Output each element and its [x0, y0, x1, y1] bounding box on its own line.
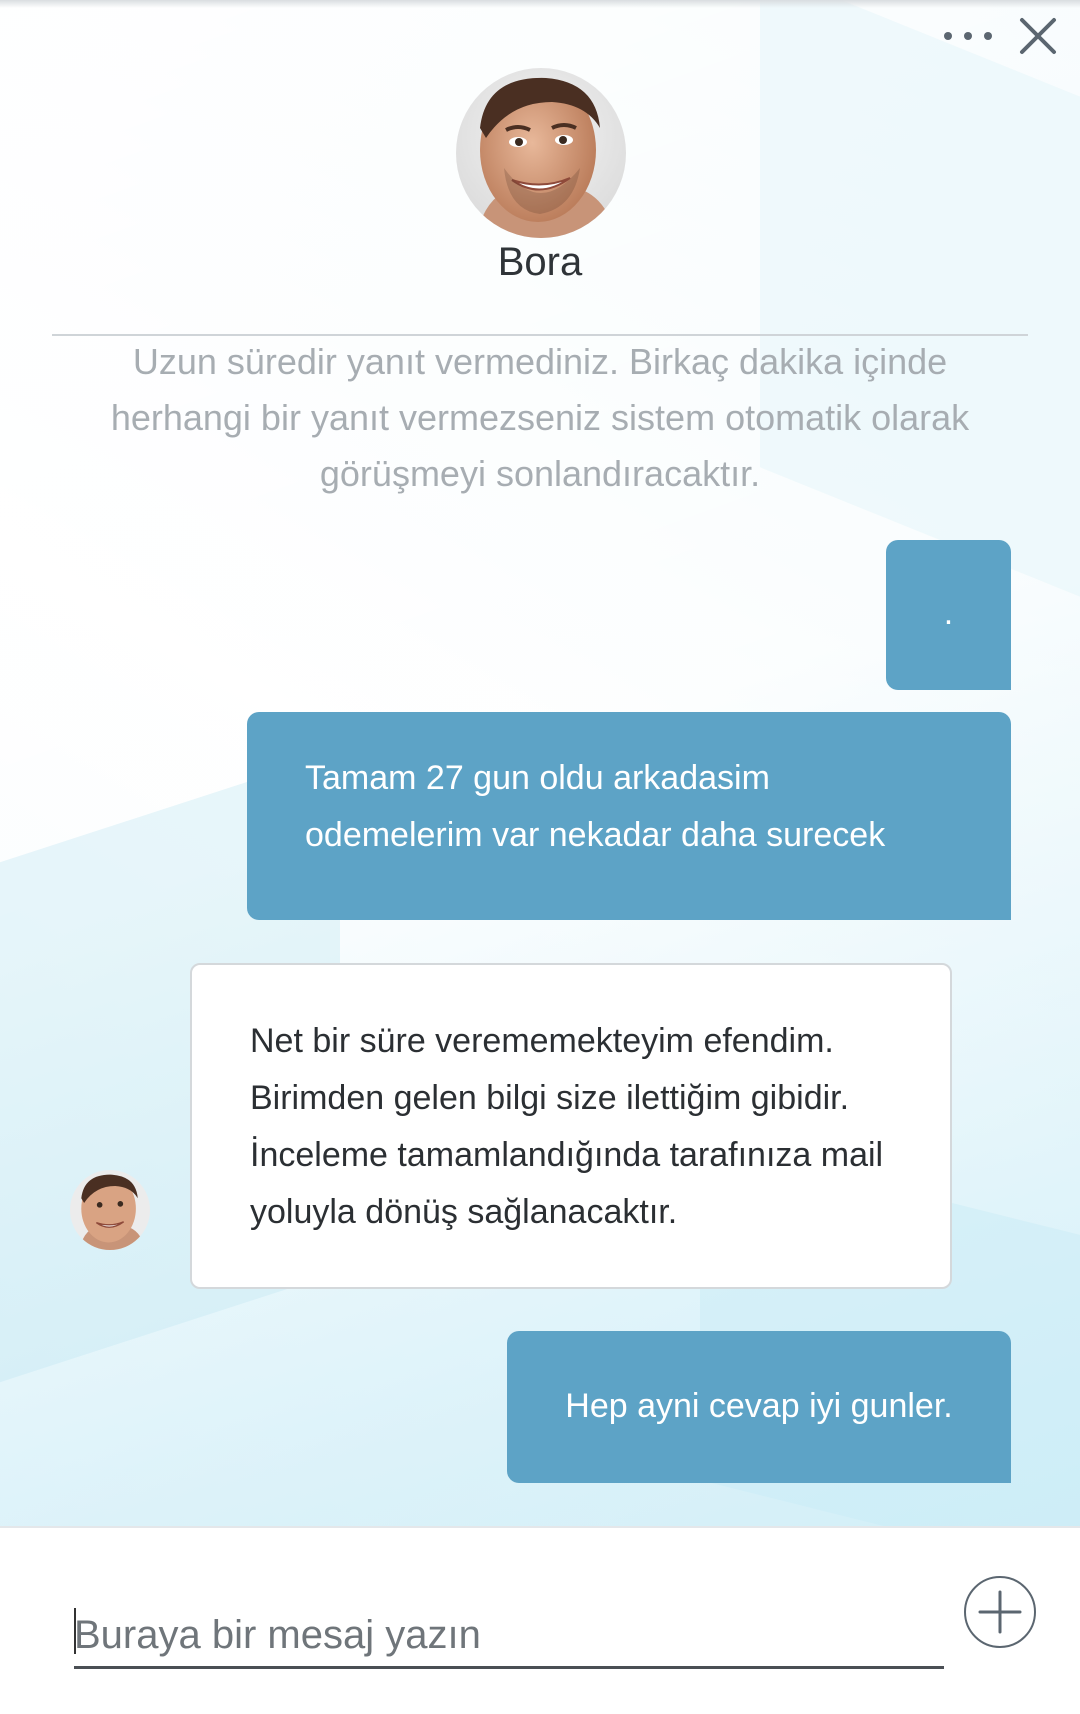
agent-message: Net bir süre verememekteyim efendim. Birimden gelen bilgi size ilettiğim gibidir. İnceleme tamamlandığında tarafınıza mail yoluyla dönüş sağlanacaktır.	[190, 963, 952, 1289]
message-composer	[0, 1526, 1080, 1714]
menu-dot	[964, 32, 972, 40]
text-caret	[74, 1608, 76, 1654]
user-message: .	[886, 540, 1011, 690]
user-message: Hep ayni cevap iyi gunler.	[507, 1331, 1011, 1483]
background-shape	[760, 0, 1080, 613]
plus-circle-icon[interactable]	[964, 1576, 1036, 1648]
agent-avatar-small	[70, 1170, 150, 1250]
menu-dot	[944, 32, 952, 40]
message-input[interactable]	[74, 1604, 944, 1669]
user-message: Tamam 27 gun oldu arkadasim odemelerim var nekadar daha surecek	[247, 712, 1011, 920]
agent-avatar	[456, 68, 626, 238]
menu-dot	[984, 32, 992, 40]
top-shadow	[0, 0, 1080, 8]
close-icon[interactable]	[1018, 16, 1058, 56]
system-notice: Uzun süredir yanıt vermediniz. Birkaç dakika içinde herhangi bir yanıt vermezseniz sistem otomatik olarak görüşmeyi sonlandıracaktır.	[110, 341, 970, 494]
more-horizontal-icon[interactable]	[944, 26, 992, 46]
agent-name: Bora	[497, 240, 583, 284]
